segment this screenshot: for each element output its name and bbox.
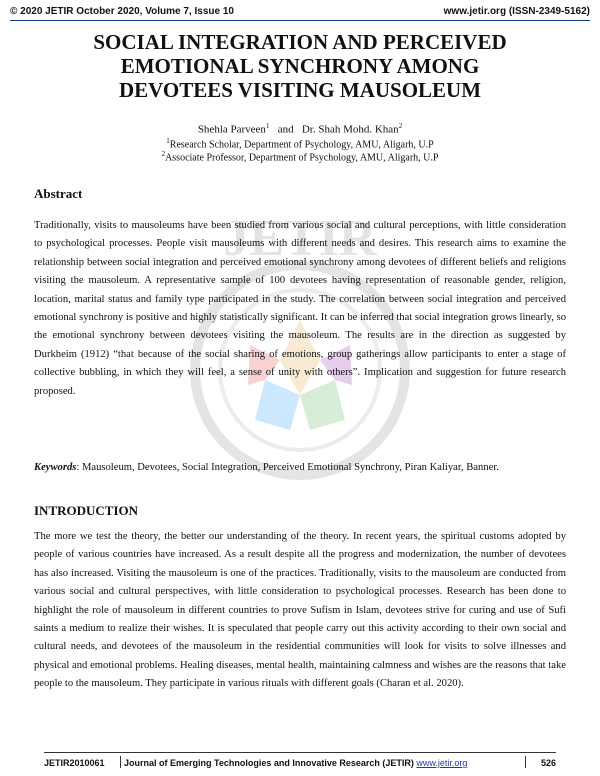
paper-title bbox=[20, 30, 580, 102]
author-2-marker: 2 bbox=[398, 122, 403, 130]
affiliation-2-marker: 2 bbox=[161, 150, 166, 158]
footer-website-link[interactable]: www.jetir.org bbox=[416, 758, 468, 768]
affiliation-1-marker: 1 bbox=[166, 137, 170, 145]
title-line-3: DEVOTEES VISITING MAUSOLEUM bbox=[118, 78, 482, 102]
footer-rule bbox=[44, 752, 556, 753]
author-1-name: Shehla Parveen bbox=[197, 123, 266, 136]
author-1-marker: 1 bbox=[265, 122, 270, 130]
footer-paper-code: JETIR2010061 bbox=[44, 758, 105, 768]
keywords-text: : Mausoleum, Devotees, Social Integration, Perceived Emotional Synchrony, Piran Kaliyar, Banner. bbox=[76, 462, 499, 473]
author-conjunction: and bbox=[277, 123, 294, 136]
header-citation: © 2020 JETIR October 2020, Volume 7, Issue 10 bbox=[10, 6, 234, 17]
introduction-heading: INTRODUCTION bbox=[34, 503, 139, 518]
abstract-text: Traditionally, visits to mausoleums have been studied from various social and cultural perceptions, with little consideration to psychological processes. People visit mausoleums with different needs and desires. This research aims to examine the relationship between social integration and perceived emotional synchrony among devotees of different beliefs and religions visiting the mausoleum. A representative sample of 100 devotees having representation of reasonable gender, religion, location, marital status and family type participated in the study. The correlation between social integration and perceived emotional synchrony is positive and highly statistically significant. It can be inferred that social integration grows linearly, so the emotional synchrony between devotees visiting the mausoleum. The results are in the direction as suggested by Durkheim (1912) “that because of the social sharing of emotions, group gatherings allow participants to enter a stage of collective bubbling, in which they will feel, a sense of unity with others”. Implication and suggestion for future research proposed. bbox=[34, 220, 566, 397]
affiliation-2 bbox=[0, 150, 600, 163]
abstract-heading: Abstract bbox=[34, 186, 83, 201]
keywords bbox=[34, 462, 574, 473]
affiliation-2-text: Associate Professor, Department of Psychology, AMU, Aligarh, U.P bbox=[165, 152, 439, 164]
title-line-1: SOCIAL INTEGRATION AND PERCEIVED bbox=[93, 30, 507, 54]
author-line bbox=[0, 122, 600, 136]
running-header bbox=[10, 6, 590, 20]
keywords-label: Keywords bbox=[34, 462, 77, 473]
header-website-issn[interactable]: www.jetir.org (ISSN-2349-5162) bbox=[443, 6, 590, 17]
affiliation-1-text: Research Scholar, Department of Psychology, AMU, Aligarh, U.P bbox=[169, 139, 434, 151]
introduction-text: The more we test the theory, the better our understanding of the theory. In recent years, the spiritual customs adopted by people of various countries have increased. As a result despite all the progress and modernization, the number of devotees has also increased. Visiting the mausoleum is one of the practices. Traditionally, visits to the mausoleum are conducted from various social and cultural perspectives, with little consideration to psychological processes. Research has been done to highlight the role of mausoleum in different countries to prove Sufism in Islam, devotees strive for curing and use of Sufi saints a medium to realize their wishes. It is speculated that people carry out this activity according to their own social and cultural needs, and devotees of the mausoleum in the residential communities will look for visits to solve illnesses and physical and emotional problems. Healing diseases, mental health, maintaining calmness and wishes are the reasons that take people to the mausoleum. They participate in various rituals with different goals (Charan et al. 2020). bbox=[34, 531, 566, 690]
footer-separator bbox=[120, 756, 121, 768]
watermark-text: JETIR bbox=[223, 210, 377, 267]
footer-journal bbox=[124, 758, 467, 768]
footer-separator bbox=[525, 756, 526, 768]
page-number: 526 bbox=[540, 758, 556, 768]
footer-journal-name: Journal of Emerging Technologies and Innovative Research (JETIR) bbox=[124, 758, 414, 768]
author-2-name: Dr. Shah Mohd. Khan bbox=[301, 123, 399, 136]
affiliation-1 bbox=[0, 137, 600, 150]
page-footer bbox=[44, 756, 556, 770]
header-rule bbox=[10, 20, 590, 21]
title-line-2: EMOTIONAL SYNCHRONY AMONG bbox=[120, 54, 480, 78]
